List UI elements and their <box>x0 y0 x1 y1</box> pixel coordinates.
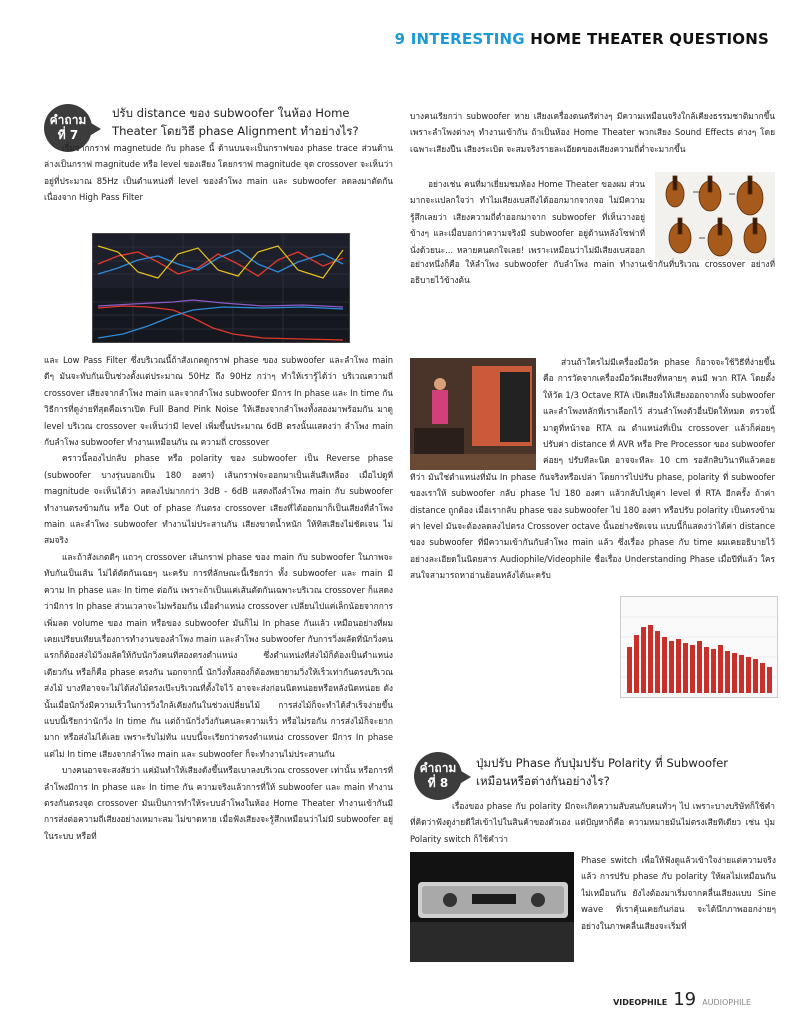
header-title: HOME THEATER QUESTIONS <box>530 30 769 48</box>
paragraph: อย่างหนึ่งก็คือ ให้ลำโพง subwoofer กับลำโพง main ทำงานเข้ากันที่บริเวณ crossover อย่างที่อธิบายไว้ข้างต้น <box>410 259 775 286</box>
right-p3a <box>543 354 775 468</box>
question-title-8 <box>476 754 776 790</box>
paragraph: ทีว่า มันใช่ตำแหน่งที่มัน In phase กันจริงหรือเปล่า โดยการไปปรับ phase, polarity ที่ subwoofer ของเราให้ subwoofer กลับ phase ไป 180 องศา แล้วกลับไปดูค่า level ที่ RTA อีกครั้ง ถ้าค่า distance ถูกต้อง เมื่อเรากลับ phase ของ subwoofer ไป 180 องศา หรือปรับ polarity เป็นตรงข้าม ค่า level มันจะต้องลดลงไปตรง Crossover octave นั้นอย่างชัดเจน แบบนี้ก็แสดงว่าได้ค่า distance ของ subwoofer ที่มีความเข้ากันกับลำโพง main แล้ว ซึ่งเรื่อง phase กับ time ผมเคยอธิบายไว้อย่างละเอียดในนิตยสาร Audiophile/Videophile ชื่อเรื่อง Understanding Phase เมื่อปีที่แล้ว ใครสนใจสามารถหาอ่านย้อนหลังได้นะครับ <box>410 471 775 581</box>
header-number: 9 INTERESTING <box>394 30 525 48</box>
title-line: ปุ่มปรับ Phase กับปุ่มปรับ Polarity ที่ Subwoofer <box>476 756 729 770</box>
paragraph: คราวนี้ลองไปกลับ phase หรือ polarity ของ subwoofer เป็น Reverse phase (subwoofer บางรุ่นบอกเป็น 180 องศา) เส้นกราฟจะออกมาเป็นเส้นสีเหลือง เมื่อไปดูที่ magnitude จะเห็นได้ว่า ลดลงไปมากกว่า 3dB - 6dB แสดงถึงลำโพง main กับ subwoofer ทำงานตรงข้ามกัน หรือ Out of phase กันตรง crossover เสียงที่ได้ออกมาก็เป็นเสียงที่ลำโพง main และลำโพง subwoofer ทำงานไม่ประสานกัน เสียงขาดน้ำหนัก ให้ทิสเสียงไม่ชัดเจน ไม่สมจริง <box>44 453 393 546</box>
listening-room-photo <box>410 358 536 470</box>
page-footer <box>613 989 751 1010</box>
right-p3b <box>410 468 775 598</box>
page-number: 19 <box>673 989 697 1010</box>
amplifier-photo <box>410 852 574 962</box>
amplifier-illustration <box>410 852 574 962</box>
paragraph: Phase switch เพื่อให้ฟังดูแล้วเข้าใจง่ายแต่ความจริงแล้ว การปรับ phase กับ polarity ให้ผลไม่เหมือนกันไม่เหมือนกัน ยังไงต้องมาเริ่มจากคลื่นเสียงแบบ Sine wave ที่เราคุ้นเคยกันก่อน จะได้นึกภาพออกง่ายๆ อย่างในภาพคลื่นเสียงจะเริ่มที่ <box>581 855 776 931</box>
paragraph: อย่างเช่น คนที่มาเยี่ยมชมห้อง Home Theater ของผม ส่วนมากจะแปลกใจว่า ทำไมเสียงเบสถึงได้ออกมากจากจอ ไม่มีความรู้สึกเลยว่า เสียงความถี่ต่ำออกมาจาก subwoofer ที่เห็นวางอยู่ข้างๆ และเมื่อบอกว่าความจริงมี subwoofer อยู่ด้านหลังโซฟาที่นั่งด้วยนะ... หลายคนตกใจเลย! เพราะเหมือนว่าไม่มีเสียงเบสออก <box>410 179 645 255</box>
title-line: ปรับ distance ของ subwoofer ในห้อง Home <box>112 106 350 120</box>
rta-bars <box>621 597 777 697</box>
right-p1 <box>410 108 775 174</box>
paragraph: และถ้าสังเกตดีๆ แถวๆ crossover เส้นกราฟ phase ของ main กับ subwoofer ในภาพจะทับกันเป็นเส้น ไม่ได้ตัดกันเฉยๆ นะครับ การที่ลักษณะนี้เรียกว่า ทั้ง subwoofer และ main มีความ In phase และ In time ต่อกัน เพราะถ้าเป็นแค่เส้นตัดกันเฉพาะบริเวณ crossover ก็แสดงว่ามีการ In phase ส่วนเวลาจะไม่พร้อมกัน เมื่อตำแหน่ง crossover เปลี่ยนไปแค่เล็กน้อยจากการเพิ่มลด volume ของ main หรือของ subwoofer มันก็ไม่ In phase กันแล้ว เหมือนอย่างที่ผมเคยเปรียบเทียบเรื่องการทำงานของลำโพง main และลำโพง subwoofer กับการวิ่งผลัดที่นักวิ่งคนแรกก็ต้องส่งไม้วิ่งผลัดให้กับนักวิ่งคนที่สองตรงตำแหน่ง ซึ่งตำแหน่งที่ส่งไม้ก็ต้องเป็นตำแหน่งเดียวกัน หรือก็คือ phase ตรงกัน นอกจากนี้ นักวิ่งทั้งสองก็ต้องพยายามวิ่งให้เร็วเท่ากันตรงบริเวณส่งไม้ บางทีอาจจะไม่ได้ส่งไม้ตรงเป๊ะบริเวณที่ตั้งใจไว้ อาจจะส่งก่อนนิดหน่อยหรือหลังนิดหน่อย ดังนั้นเมื่อนักวิ่งมีความเร็วในการวิ่งใกล้เคียงกันในช่วงเปลี่ยนไม้ การส่งไม้ก็จะทำได้สำเร็จง่ายขึ้น แบบนี้เรียกว่านักวิ่ง In time กัน แต่ถ้านักวิ่งวิ่งกันคนละความเร็ว หรือไม่รอกัน การส่งไม้ก็จะยากมาก หรือส่งไม่ได้เลย เพราะรับไม่ทัน แบบนี้จะเรียกว่าตรงตำแหน่ง crossover มีการ In phase แต่ไม่ In time เสียงจากลำโพง main และ subwoofer ก็จะทำงานไม่ประสานกัน <box>44 551 393 759</box>
badge-label: คำถาม <box>49 113 87 127</box>
question-badge-8 <box>414 752 462 800</box>
instrument-illustration <box>655 172 775 260</box>
rta-chart <box>620 596 778 698</box>
badge-number: ที่ 7 <box>57 128 79 142</box>
footer-brand: VIDEOPHILE <box>613 998 668 1007</box>
badge-label: คำถาม <box>419 761 457 775</box>
paragraph: บางคนเรียกว่า subwoofer หาย เสียงเครื่องดนตรีต่างๆ มีความเหมือนจริงใกล้เคียงธรรมชาติมากขึ้น เพราะลำโพงต่างๆ ทำงานเข้ากัน ถ้าเป็นห้อง Home Theater พวกเสียง Sound Effects ต่างๆ โดยเฉพาะเสียงปืน เสียงระเบิด จะสมจริงรายละเอียดของเสียงความถี่ต่ำจะมากขึ้น <box>410 111 775 154</box>
section-header <box>395 30 769 48</box>
paragraph: และ Low Pass Filter ซึ่งบริเวณนี้ถ้าสังเกตดูกราฟ phase ของ subwoofer และลำโพง main ดีๆ มันจะทับกันเป็นช่วงตั้งแต่ประมาณ 50Hz ถึง 90Hz กว่าๆ ทำให้เรารู้ได้ว่า บริเวณความถี่ crossover เสียงจากลำโพง main และจากลำโพง subwoofer มีการ In phase และ In time กัน วิธีการที่ดูง่ายที่สุดคือเราเปิด Full Band Pink Noise ให้เสียงจากลำโพงทั้งสองมาพร้อมกัน มาดู level บริเวณ crossover จะเห็นว่ามี level เพิ่มขึ้นประมาณ 6dB ตรงนั้นแสดงว่า ลำโพง main กับลำโพง subwoofer ทำงานเหมือนกัน ณ ความถี่ crossover <box>44 355 393 448</box>
paragraph: เรื่องของ phase กับ polarity มีกจะเกิดความสับสนกับคนทั่วๆ ไป เพราะบางบริษัทก็ใช้คำที่คิดว่าฟังดูง่ายดีใส่เข้าไปในสินค้าของตัวเอง แต่ปัญหาก็คือ ความหมายมันไม่ตรงเสียทีเดียว เช่น ปุ่ม Polarity switch ก็ใช้คำว่า <box>410 801 775 844</box>
question-title-7 <box>112 104 392 140</box>
left-column-body <box>44 352 393 962</box>
q8-p2 <box>581 852 776 964</box>
q8-p1 <box>410 798 775 850</box>
footer-brand-secondary: AUDIOPHILE <box>702 998 751 1007</box>
paragraph: ส่วนถ้าใครไม่มีเครื่องมือวัด phase ก็อาจจะใช้วิธีที่ง่ายขึ้นคือ การวัดจากเครื่องมือวัดเสียงที่หลายๆ คนมี พวก RTA โดยตั้งให้วัด 1/3 Octave RTA เปิดเสียงให้เสียงออกจากทั้ง subwoofer และลำโพงหลักที่เราเลือกไว้ ส่วนลำโพงตัวอื่นปิดให้หมด ตรวจนี้มาดูที่หน้าจอ RTA ณ ตำแหน่งที่เป็น crossover แล้วก็ค่อยๆ ปรับค่า distance ที่ AVR หรือ Pre Processor ของ subwoofer ค่อยๆ ปรับทีละนิด อาจจะทีละ 10 cm รอสักสิบวินาทีแล้วคอย <box>543 357 775 466</box>
title-line: Theater โดยวิธี phase Alignment ทำอย่างไร? <box>112 124 359 138</box>
left-intro <box>44 140 393 230</box>
title-line: เหมือนหรือต่างกันอย่างไร? <box>476 774 610 788</box>
paragraph: บางคนอาจจะสงสัยว่า แค่มันทำให้เสียงดังขึ้นหรือเบาลงบริเวณ crossover เท่านั้น หรือการที่ลำโพงมีการ In phase และ In time กัน ความจริงแล้วการที่ให้ subwoofer และ main ทำงานตรงกันตรงจุด crossover มันเป็นการทำให้ระบบลำโพงในห้อง Home Theater ทำงานเข้ากันมีการส่งต่อความถี่เสียงอย่างเหมาะสม ไม่ขาดหาย เมื่อฟังเสียงจะรู้สึกเหมือนว่าไม่มี subwoofer อยู่ในระบบ หรือที่ <box>44 765 393 841</box>
graph-svg <box>93 234 349 342</box>
phase-magnitude-graph <box>92 233 350 343</box>
room-illustration <box>410 358 536 470</box>
instruments-photo <box>655 172 775 260</box>
right-p2b <box>410 256 775 352</box>
paragraph: เริ่มจากกราฟ magnetude กับ phase นี้ ด้านบนจะเป็นกราฟของ phase trace ส่วนด้านล่างเป็นกราฟ magnitude หรือ level ของเสียง โดยกราฟ magnitude จุด crossover จะเห็นว่าอยู่ที่ประมาณ 85Hz เป็นตำแหน่งที่ level ของลำโพง main และ subwoofer ลดลงมาตัดกัน เนื่องจาก High Pass Filter <box>44 143 393 203</box>
right-p2a <box>410 176 645 258</box>
badge-number: ที่ 8 <box>427 776 449 790</box>
